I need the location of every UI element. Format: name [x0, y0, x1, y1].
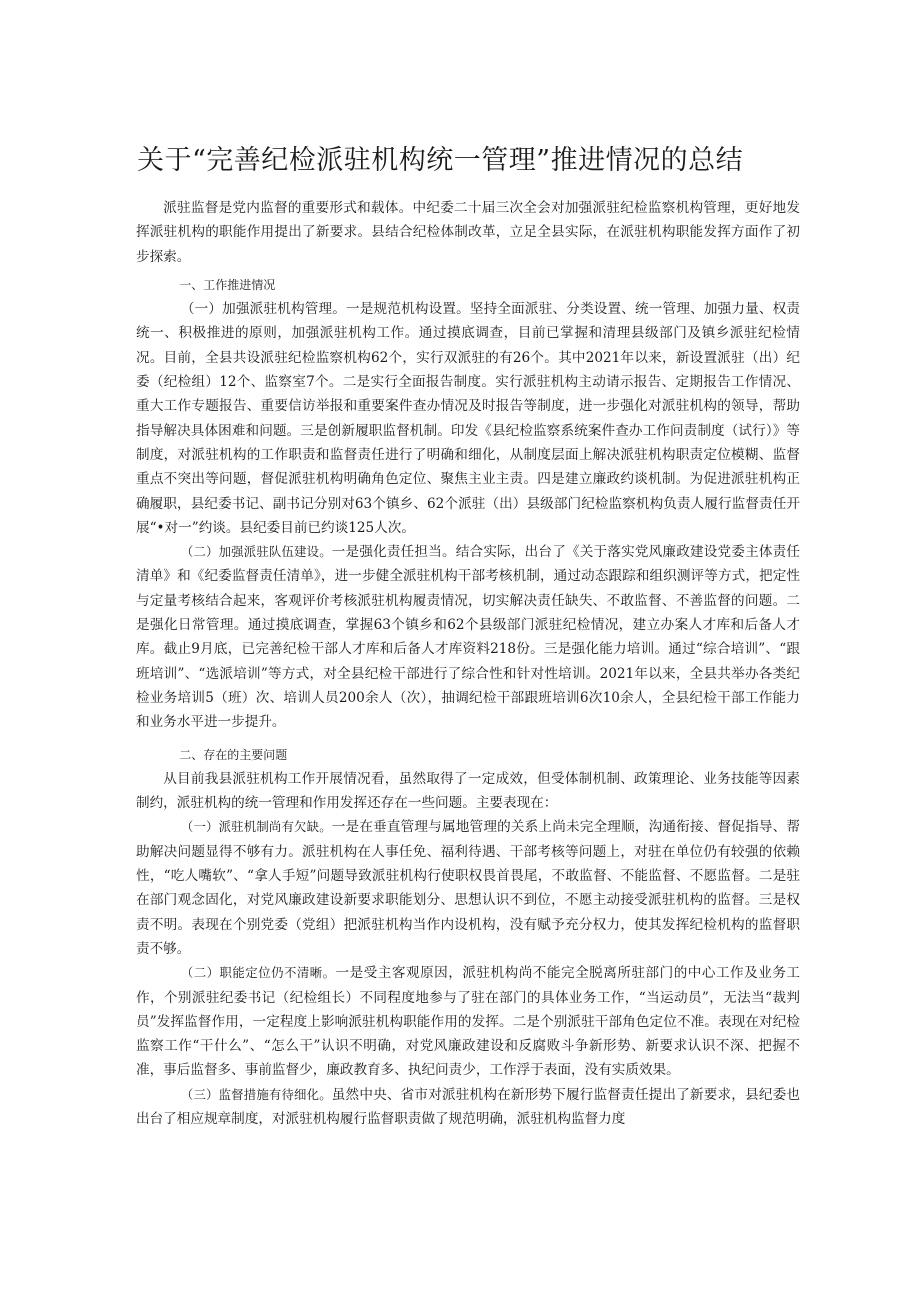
document-title: 关于“完善纪检派驻机构统一管理”推进情况的总结	[137, 145, 744, 176]
paragraph-label: （三）监督措施有待细化。	[180, 1086, 332, 1102]
paragraph-supervision-measures	[136, 1083, 800, 1132]
paragraph-role-unclear	[136, 961, 800, 1082]
paragraph-text: 虽然中央、省市对派驻机构在新形势下履行监督责任提出了新要求，县纪委也出台了相应规章制度，对派驻机构履行监督职责做了规范明确，派驻机构监督力度	[136, 1086, 801, 1127]
paragraph-label: （一）加强派驻机构管理。	[180, 301, 347, 318]
paragraph-team-building	[136, 540, 800, 734]
problems-intro-paragraph: 从目前我县派驻机构工作开展情况看，虽然取得了一定成效，但受体制机制、政策理论、业务技能等因素制约，派驻机构的统一管理和作用发挥还存在一些问题。主要表现在：	[136, 770, 800, 812]
paragraph-label: （二）加强派驻队伍建设。	[180, 544, 332, 560]
paragraph-text: 一是受主客观原因，派驻机构尚不能完全脱离所驻部门的中心工作及业务工作，个别派驻纪委书记（纪检组长）不同程度地参与了驻在部门的具体业务工作，“当运动员”，无法当“裁判员”发挥监督作用，一定程度上影响派驻机构职能作用的发挥。二是个别派驻干部角色定位不准。表现在对纪检监察工作“干什么”、“怎么干”认识不明确，对党风廉政建设和反腐败斗争新形势、新要求认识不深、把握不准，事后监督多、事前监督少，廉政教育多、执纪问责少，工作浮于表面，没有实质效果。	[136, 965, 801, 1079]
document-body	[136, 196, 800, 1131]
paragraph-text: 一是在垂直管理与属地管理的关系上尚未完全理顺，沟通衔接、督促指导、帮助解决问题显得不够有力。派驻机构在人事任免、福利待遇、干部考核等问题上，对驻在单位仍有较强的依赖性，“吃人嘴软”、“拿人手短”问题导致派驻机构行使职权畏首畏尾，不敢监督、不能监督、不愿监督。二是驻在部门观念固化，对党风廉政建设新要求职能划分、思想认识不到位，不愿主动接受派驻机构的监督。三是权责不明。表现在个别党委（党组）把派驻机构当作内设机构，没有赋予充分权力，使其发挥纪检机构的监督职责不够。	[136, 819, 801, 957]
paragraph-mechanism-lacking	[136, 815, 800, 961]
paragraph-text: 一是规范机构设置。坚持全面派驻、分类设置、统一管理、加强力量、权责统一、积极推进的原则，加强派驻机构工作。通过摸底调查，目前已掌握和清理县级部门及镇乡派驻纪检情况。目前，全县共设派驻纪检监察机构62个，实行双派驻的有26个。其中2021年以来，新设置派驻（出）纪委（纪检组）12个、监察室7个。二是实行全面报告制度。实行派驻机构主动请示报告、定期报告工作情况、重大工作专题报告、重要信访举报和重要案件查办情况及时报告等制度，进一步强化对派驻机构的领导，帮助指导解决具体困难和问题。三是创新履职监督机制。印发《县纪检监察系统案件查办工作问责制度（试行）》等制度，对派驻机构的工作职责和监督责任进行了明确和细化，从制度层面上解决派驻机构职责定位模糊、监督重点不突出等问题，督促派驻机构明确角色定位、聚焦主业主责。四是建立廉政约谈机制。为促进派驻机构正确履职，县纪委书记、副书记分别对63个镇乡、62个派驻（出）县级部门纪检监察机构负责人履行监督责任开展“•对一”约谈。县纪委目前已约谈125人次。	[136, 301, 801, 536]
section-heading-progress: 一、工作推进情况	[179, 277, 276, 292]
paragraph-label: （二）职能定位仍不清晰。	[180, 965, 336, 981]
intro-paragraph: 派驻监督是党内监督的重要形式和载体。中纪委二十届三次全会对加强派驻纪检监察机构管理，更好地发挥派驻机构的职能作用提出了新要求。县结合纪检体制改革，立足全县实际，在派驻机构职能发挥方面作了初步探索。	[136, 200, 800, 265]
paragraph-label: （一）派驻机制尚有欠缺。	[180, 819, 332, 835]
paragraph-text: 一是强化责任担当。结合实际，出台了《关于落实党风廉政建设党委主体责任清单》和《纪委监督责任清单》，进一步健全派驻机构干部考核机制，通过动态跟踪和组织测评等方式，把定性与定量考核结合起来，客观评价考核派驻机构履责情况，切实解决责任缺失、不敢监督、不善监督的问题。二是强化日常管理。通过摸底调查，掌握63个镇乡和62个县级部门派驻纪检情况，建立办案人才库和后备人才库。截止9月底，已完善纪检干部人才库和后备人才库资料218份。三是强化能力培训。通过“综合培训”、“跟班培训”、“选派培训”等方式，对全县纪检干部进行了综合性和针对性培训。2021年以来，全县共举办各类纪检业务培训5（班）次、培训人员200余人（次），抽调纪检干部跟班培训6次10余人，全县纪检干部工作能力和业务水平进一步提升。	[136, 544, 801, 731]
paragraph-institution-management	[136, 297, 800, 540]
section-heading-problems: 二、存在的主要问题	[179, 747, 288, 762]
